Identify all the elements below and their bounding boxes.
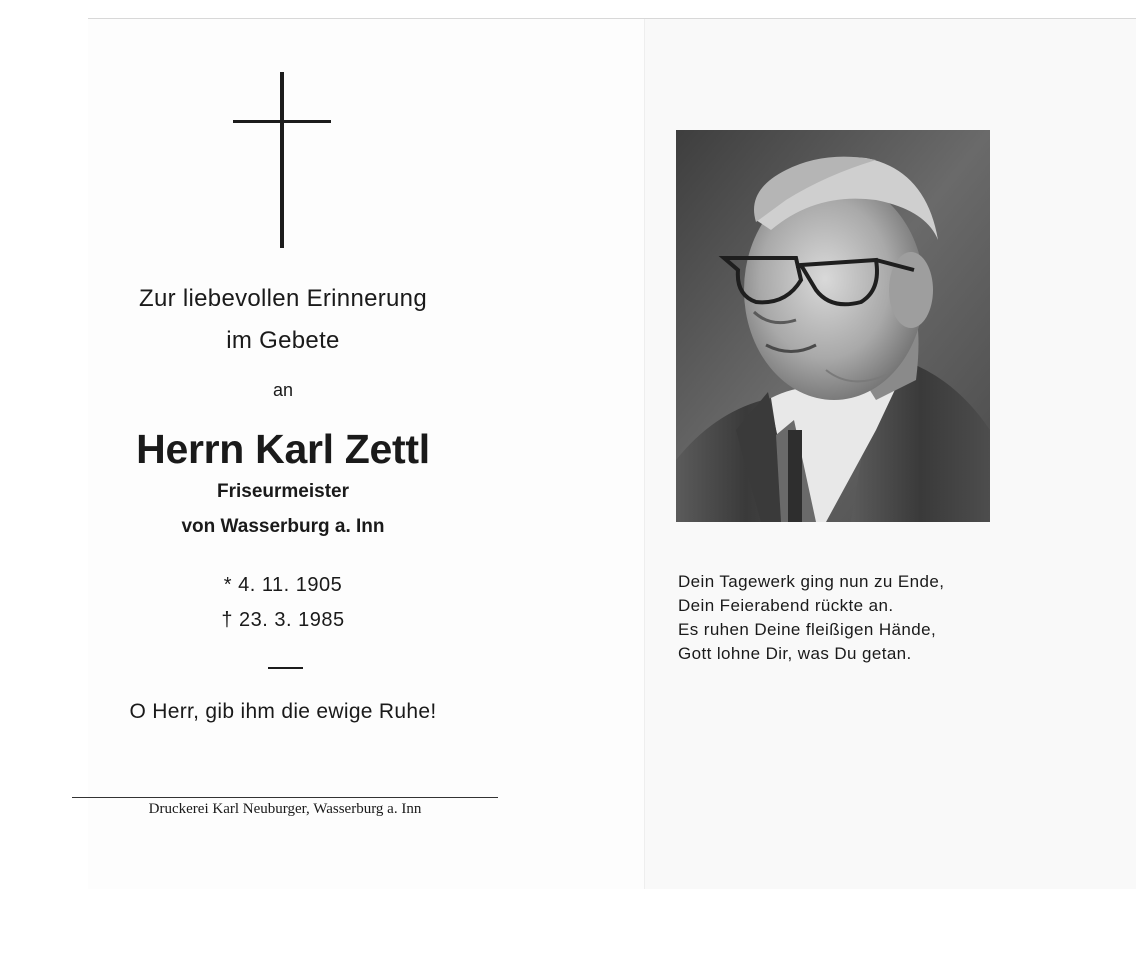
prayer-line: O Herr, gib ihm die ewige Ruhe! bbox=[129, 700, 437, 723]
cross-vertical-bar bbox=[280, 72, 284, 248]
deceased-name: Herrn Karl Zettl bbox=[136, 426, 430, 472]
portrait-photo bbox=[676, 130, 990, 522]
heading-line-2: im Gebete bbox=[226, 327, 340, 354]
portrait-illustration bbox=[676, 130, 990, 522]
verse-line: Dein Feierabend rückte an. bbox=[678, 596, 894, 615]
verse-line: Gott lohne Dir, was Du getan. bbox=[678, 644, 912, 663]
hometown: von Wasserburg a. Inn bbox=[181, 516, 385, 537]
death-date: † 23. 3. 1985 bbox=[221, 609, 345, 631]
occupation: Friseurmeister bbox=[216, 481, 349, 502]
separator-dash bbox=[268, 667, 303, 669]
birth-date: * 4. 11. 1905 bbox=[223, 574, 343, 596]
verse-line: Es ruhen Deine fleißigen Hände, bbox=[678, 620, 937, 639]
verse-line: Dein Tagewerk ging nun zu Ende, bbox=[678, 572, 945, 591]
memorial-verse bbox=[678, 570, 944, 666]
heading-line-1: Zur liebevollen Erinnerung bbox=[139, 285, 427, 312]
heading-line-3: an bbox=[272, 380, 294, 400]
footer-rule bbox=[72, 797, 498, 798]
cross-horizontal-bar bbox=[233, 120, 331, 123]
printer-credit: Druckerei Karl Neuburger, Wasserburg a. Inn bbox=[148, 801, 422, 817]
